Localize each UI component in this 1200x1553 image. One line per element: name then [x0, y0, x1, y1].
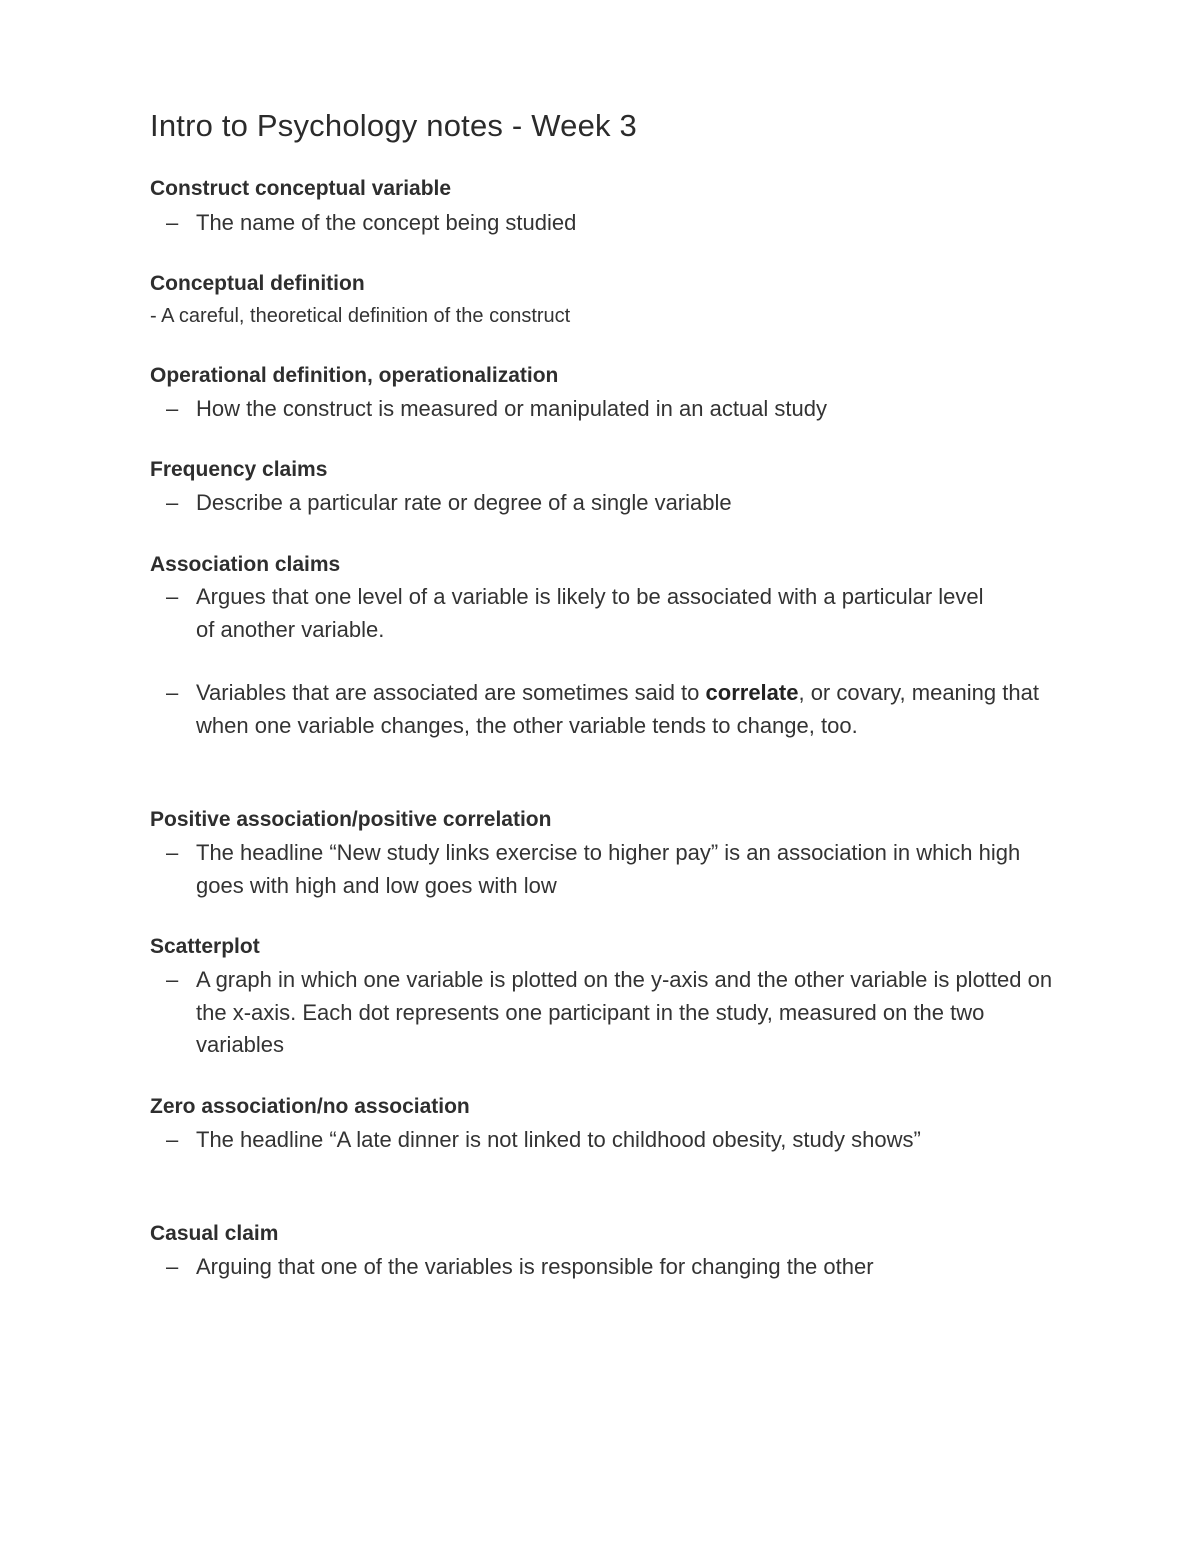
heading-frequency: Frequency claims — [150, 458, 328, 481]
heading-conceptual: Conceptual definition — [150, 272, 365, 295]
list-item — [166, 393, 1056, 426]
item-text-pre: Variables that are associated are sometimes said to — [196, 680, 706, 705]
list-item — [166, 487, 1056, 520]
heading-operational: Operational definition, operationalization — [150, 364, 559, 387]
item-text: How the construct is measured or manipulated in an actual study — [196, 396, 827, 421]
item-text: A graph in which one variable is plotted on the y-axis and the other variable is plotted on the x-axis. Each dot represents one participant in the study, measured on the two variables — [196, 967, 1053, 1057]
keyword-correlate: correlate — [705, 680, 799, 705]
item-text: The headline “A late dinner is not linked to childhood obesity, study shows” — [196, 1127, 921, 1152]
bullet-dash: – — [166, 680, 179, 705]
list-item — [166, 1124, 986, 1157]
item-text: Argues that one level of a variable is likely to be associated with a particular level of another variable. — [196, 584, 984, 642]
item-text: The name of the concept being studied — [196, 210, 577, 235]
list-item — [166, 1251, 1076, 1284]
bullet-dash: – — [166, 396, 179, 421]
list-item — [166, 964, 1056, 1062]
item-text — [196, 677, 1056, 742]
list-item — [166, 207, 1056, 240]
bullet-dash: – — [166, 584, 179, 609]
bullet-dash: – — [166, 490, 179, 515]
item-text: The headline “New study links exercise to higher pay” is an association in which high goes with high and low goes with low — [196, 840, 1021, 898]
heading-construct: Construct conceptual variable — [150, 177, 452, 200]
item-text: Describe a particular rate or degree of a single variable — [196, 490, 732, 515]
list-item — [166, 837, 1066, 902]
heading-causal-claim: Casual claim — [150, 1222, 279, 1245]
bullet-dash: – — [166, 840, 179, 865]
item-text: Arguing that one of the variables is responsible for changing the other — [196, 1254, 874, 1279]
conceptual-definition-line: - A careful, theoretical definition of the construct — [150, 305, 571, 327]
heading-association: Association claims — [150, 553, 341, 576]
page-title: Intro to Psychology notes - Week 3 — [150, 108, 637, 143]
bullet-dash: – — [166, 1254, 179, 1279]
heading-positive-association: Positive association/positive correlation — [150, 808, 552, 831]
bullet-dash: – — [166, 1127, 179, 1152]
bullet-dash: – — [166, 967, 179, 992]
list-item — [166, 581, 986, 646]
heading-zero-association: Zero association/no association — [150, 1095, 470, 1118]
bullet-dash: – — [166, 210, 179, 235]
heading-scatterplot: Scatterplot — [150, 935, 260, 958]
list-item — [166, 677, 1056, 742]
item-text-post: , or covary, meaning that when one variable changes, the other variable tends to change, too. — [196, 680, 1039, 738]
